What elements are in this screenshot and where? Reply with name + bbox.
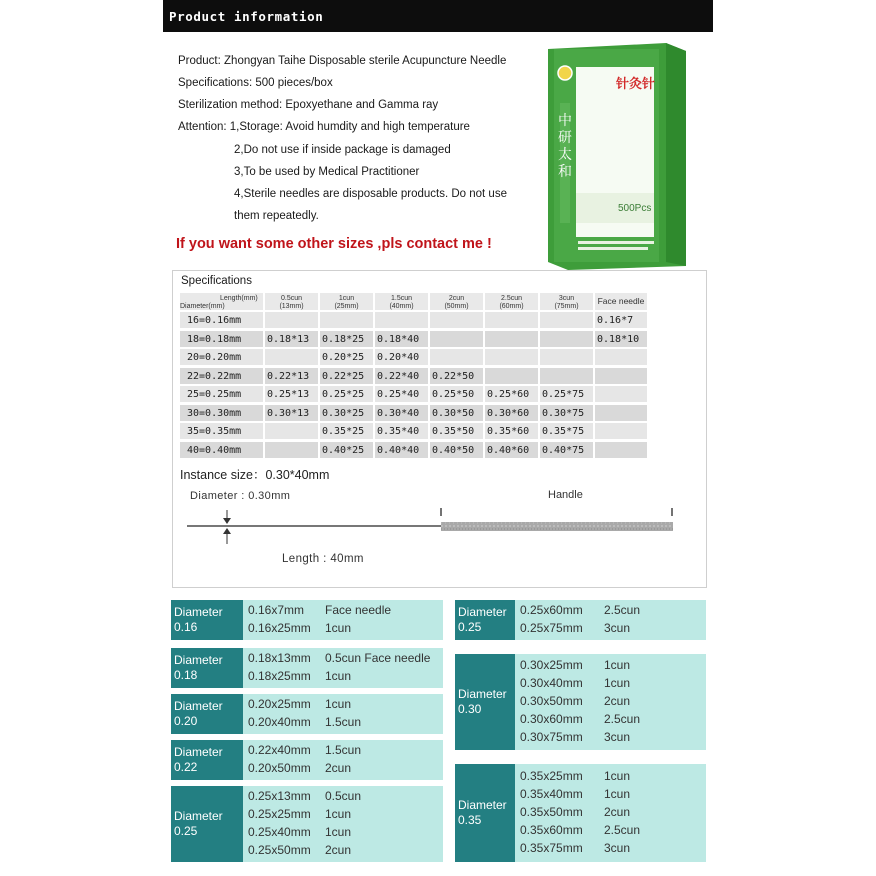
size-item bbox=[520, 621, 630, 635]
size-dimension: 0.16x7mm bbox=[248, 603, 305, 617]
column-header-bottom: (75mm) bbox=[554, 303, 579, 310]
product-package-image bbox=[548, 43, 688, 270]
diameter-box-title: Diameter bbox=[174, 699, 223, 713]
spec-cell bbox=[319, 311, 374, 329]
diameter-box-title: Diameter bbox=[458, 605, 507, 619]
size-item bbox=[248, 621, 351, 635]
diameter-box-value: 0.30 bbox=[458, 702, 482, 716]
size-item bbox=[520, 694, 630, 708]
spec-cell bbox=[264, 422, 319, 440]
spec-cell bbox=[264, 311, 319, 329]
size-item bbox=[248, 715, 361, 729]
column-header bbox=[594, 292, 648, 311]
spec-cell bbox=[484, 311, 539, 329]
size-item bbox=[248, 697, 351, 711]
size-item bbox=[520, 823, 640, 837]
size-cun: 3cun bbox=[604, 621, 631, 635]
size-dimension: 0.30x50mm bbox=[520, 694, 583, 708]
specifications-line: Specifications: 500 pieces/box bbox=[178, 77, 333, 89]
spec-cell: 0.40*25 bbox=[319, 441, 374, 459]
diameter-box-title: Diameter bbox=[174, 653, 223, 667]
attention-line: Attention: 1,Storage: Avoid humdity and high temperature bbox=[178, 121, 470, 133]
size-dimension: 0.25x50mm bbox=[248, 843, 311, 857]
size-item bbox=[248, 789, 361, 803]
size-cun: 1cun bbox=[325, 669, 352, 683]
diameter-cell: 22=0.22mm bbox=[179, 367, 264, 385]
product-line: Product: Zhongyan Taihe Disposable sterile Acupuncture Needle bbox=[178, 55, 507, 67]
spec-cell bbox=[594, 385, 648, 403]
contact-notice: If you want some other sizes ,pls contact me ! bbox=[176, 236, 492, 252]
column-header bbox=[319, 292, 374, 311]
spec-cell bbox=[264, 348, 319, 366]
spec-cell: 0.18*10 bbox=[594, 330, 648, 348]
column-header-top: 2cun bbox=[448, 295, 465, 302]
spec-cell: 0.25*40 bbox=[374, 385, 429, 403]
spec-cell: 0.30*75 bbox=[539, 404, 594, 422]
size-item bbox=[520, 730, 630, 744]
size-cun: 1cun bbox=[604, 658, 631, 672]
diameter-box-value: 0.22 bbox=[174, 760, 198, 774]
spec-cell: 0.20*40 bbox=[374, 348, 429, 366]
spec-cell: 0.20*25 bbox=[319, 348, 374, 366]
diameter-box-label bbox=[171, 740, 243, 780]
attention-line-3: 3,To be used by Medical Practitioner bbox=[234, 166, 420, 178]
header-title: Product information bbox=[169, 9, 324, 24]
column-header-top: 2.5cun bbox=[500, 295, 523, 302]
size-cun: 2cun bbox=[325, 843, 352, 857]
size-dimension: 0.18x13mm bbox=[248, 651, 311, 665]
diameter-cell: 16=0.16mm bbox=[179, 311, 264, 329]
column-header bbox=[374, 292, 429, 311]
size-dimension: 0.35x25mm bbox=[520, 769, 583, 783]
size-cun: 1cun bbox=[604, 787, 631, 801]
size-dimension: 0.30x40mm bbox=[520, 676, 583, 690]
spec-cell: 0.22*13 bbox=[264, 367, 319, 385]
diameter-size-box bbox=[171, 740, 443, 780]
column-header-bottom: (50mm) bbox=[444, 303, 469, 310]
diameter-box-items bbox=[243, 740, 443, 780]
size-cun: 1.5cun bbox=[325, 743, 362, 757]
diameter-box-title: Diameter bbox=[458, 687, 507, 701]
diameter-box-value: 0.20 bbox=[174, 714, 198, 728]
spec-cell bbox=[539, 330, 594, 348]
attention-line-4: 4,Sterile needles are disposable products. Do not use bbox=[234, 188, 507, 200]
diameter-box-value: 0.25 bbox=[458, 620, 482, 634]
size-dimension: 0.25x75mm bbox=[520, 621, 583, 635]
size-cun: 2cun bbox=[325, 761, 352, 775]
size-dimension: 0.25x60mm bbox=[520, 603, 583, 617]
package-name: 针灸针 bbox=[616, 77, 656, 92]
column-header-top: 3cun bbox=[558, 295, 575, 302]
diameter-size-box bbox=[455, 654, 706, 750]
diameter-cell: 35=0.35mm bbox=[179, 422, 264, 440]
handle-label: Handle bbox=[548, 489, 583, 501]
diameter-size-box bbox=[171, 694, 443, 734]
size-item bbox=[248, 761, 351, 775]
attention-line-4b: them repeatedly. bbox=[234, 210, 319, 222]
column-header bbox=[264, 292, 319, 311]
corner-length-label: Length(mm) bbox=[220, 295, 258, 302]
size-cun: Face needle bbox=[325, 603, 392, 617]
diameter-size-box bbox=[171, 648, 443, 688]
size-cun: 2cun bbox=[604, 694, 631, 708]
spec-cell: 0.30*50 bbox=[429, 404, 484, 422]
instance-size-title: Instance size：0.30*40mm bbox=[180, 468, 330, 482]
diameter-cell: 25=0.25mm bbox=[179, 385, 264, 403]
column-header-bottom: (40mm) bbox=[389, 303, 414, 310]
diameter-cell: 20=0.20mm bbox=[179, 348, 264, 366]
size-cun: 0.5cun Face needle bbox=[325, 651, 431, 665]
spec-cell: 0.22*40 bbox=[374, 367, 429, 385]
diameter-size-box bbox=[455, 764, 706, 862]
size-cun: 3cun bbox=[604, 841, 631, 855]
diameter-box-items bbox=[243, 694, 443, 734]
size-item bbox=[520, 712, 640, 726]
spec-cell: 0.35*25 bbox=[319, 422, 374, 440]
size-cun: 1cun bbox=[325, 697, 352, 711]
size-item bbox=[520, 841, 630, 855]
spec-cell: 0.40*50 bbox=[429, 441, 484, 459]
size-cun: 3cun bbox=[604, 730, 631, 744]
spec-cell bbox=[484, 348, 539, 366]
diameter-box-value: 0.35 bbox=[458, 813, 482, 827]
size-dimension: 0.20x25mm bbox=[248, 697, 311, 711]
diameter-box-label bbox=[171, 786, 243, 862]
spec-cell bbox=[594, 404, 648, 422]
diameter-box-title: Diameter bbox=[174, 745, 223, 759]
spec-cell bbox=[429, 330, 484, 348]
diameter-box-items bbox=[243, 786, 443, 862]
size-cun: 1cun bbox=[325, 621, 352, 635]
size-item bbox=[520, 805, 630, 819]
size-item bbox=[248, 603, 391, 617]
needle-diagram bbox=[183, 500, 683, 552]
size-item bbox=[520, 676, 630, 690]
spec-cell: 0.35*50 bbox=[429, 422, 484, 440]
column-header-top: 1cun bbox=[338, 295, 355, 302]
size-dimension: 0.16x25mm bbox=[248, 621, 311, 635]
corner-header-cell bbox=[179, 292, 264, 311]
diameter-box-items bbox=[515, 600, 706, 640]
spec-cell bbox=[484, 330, 539, 348]
spec-cell bbox=[539, 367, 594, 385]
size-item bbox=[248, 651, 430, 665]
spec-cell bbox=[374, 311, 429, 329]
length-label: Length : 40mm bbox=[282, 553, 364, 565]
size-cun: 0.5cun bbox=[325, 789, 362, 803]
spec-cell: 0.30*60 bbox=[484, 404, 539, 422]
package-count: 500Pcs bbox=[618, 203, 652, 214]
spec-cell: 0.35*40 bbox=[374, 422, 429, 440]
header-bar bbox=[163, 0, 713, 32]
corner-diameter-label: Diameter(mm) bbox=[180, 303, 225, 310]
spec-cell bbox=[429, 311, 484, 329]
size-cun: 2.5cun bbox=[604, 603, 641, 617]
spec-cell bbox=[594, 348, 648, 366]
size-dimension: 0.20x50mm bbox=[248, 761, 311, 775]
column-header bbox=[429, 292, 484, 311]
diameter-box-items bbox=[243, 648, 443, 688]
size-dimension: 0.30x60mm bbox=[520, 712, 583, 726]
diameter-box-title: Diameter bbox=[458, 798, 507, 812]
size-dimension: 0.35x75mm bbox=[520, 841, 583, 855]
size-cun: 2.5cun bbox=[604, 823, 641, 837]
spec-cell: 0.25*75 bbox=[539, 385, 594, 403]
size-dimension: 0.30x25mm bbox=[520, 658, 583, 672]
spec-cell: 0.25*13 bbox=[264, 385, 319, 403]
column-header-top: Face needle bbox=[597, 296, 645, 306]
size-item bbox=[248, 743, 361, 757]
spec-cell: 0.25*60 bbox=[484, 385, 539, 403]
spec-cell: 0.22*25 bbox=[319, 367, 374, 385]
size-dimension: 0.25x13mm bbox=[248, 789, 311, 803]
size-dimension: 0.35x40mm bbox=[520, 787, 583, 801]
spec-cell: 0.25*50 bbox=[429, 385, 484, 403]
size-dimension: 0.22x40mm bbox=[248, 743, 311, 757]
diameter-box-value: 0.18 bbox=[174, 668, 198, 682]
spec-cell bbox=[594, 367, 648, 385]
size-dimension: 0.30x75mm bbox=[520, 730, 583, 744]
sterilization-line: Sterilization method: Epoxyethane and Gamma ray bbox=[178, 99, 439, 111]
spec-cell: 0.18*25 bbox=[319, 330, 374, 348]
size-item bbox=[520, 769, 630, 783]
diameter-box-label bbox=[171, 694, 243, 734]
spec-cell: 0.40*60 bbox=[484, 441, 539, 459]
size-dimension: 0.35x50mm bbox=[520, 805, 583, 819]
diameter-cell: 18=0.18mm bbox=[179, 330, 264, 348]
diameter-label: Diameter : 0.30mm bbox=[190, 490, 291, 502]
spec-cell bbox=[429, 348, 484, 366]
brand-vertical-text: 中研太和 bbox=[558, 113, 572, 180]
size-dimension: 0.25x25mm bbox=[248, 807, 311, 821]
diameter-box-title: Diameter bbox=[174, 605, 223, 619]
diameter-box-items bbox=[515, 764, 706, 862]
diameter-cell: 30=0.30mm bbox=[179, 404, 264, 422]
size-item bbox=[520, 603, 640, 617]
size-cun: 1cun bbox=[604, 769, 631, 783]
size-cun: 1.5cun bbox=[325, 715, 362, 729]
size-item bbox=[248, 843, 351, 857]
diameter-box-label bbox=[455, 764, 515, 862]
size-cun: 1cun bbox=[604, 676, 631, 690]
spec-cell: 0.16*7 bbox=[594, 311, 648, 329]
spec-table-title: Specifications bbox=[181, 275, 252, 287]
diameter-box-title: Diameter bbox=[174, 809, 223, 823]
diameter-size-box bbox=[455, 600, 706, 640]
size-item bbox=[520, 658, 630, 672]
spec-cell: 0.18*13 bbox=[264, 330, 319, 348]
size-item bbox=[248, 669, 351, 683]
column-header-top: 0.5cun bbox=[280, 295, 303, 302]
column-header-top: 1.5cun bbox=[390, 295, 413, 302]
diameter-size-box bbox=[171, 786, 443, 862]
size-cun: 1cun bbox=[325, 825, 352, 839]
diameter-box-value: 0.25 bbox=[174, 824, 198, 838]
diameter-box-label bbox=[455, 654, 515, 750]
size-item bbox=[248, 807, 351, 821]
diameter-cell: 40=0.40mm bbox=[179, 441, 264, 459]
column-header-bottom: (25mm) bbox=[334, 303, 359, 310]
spec-cell: 0.25*25 bbox=[319, 385, 374, 403]
spec-cell: 0.22*50 bbox=[429, 367, 484, 385]
spec-cell: 0.30*13 bbox=[264, 404, 319, 422]
diameter-box-label bbox=[171, 600, 243, 640]
diameter-box-label bbox=[171, 648, 243, 688]
spec-cell bbox=[594, 422, 648, 440]
spec-cell bbox=[539, 348, 594, 366]
spec-cell: 0.30*40 bbox=[374, 404, 429, 422]
spec-cell: 0.40*75 bbox=[539, 441, 594, 459]
size-cun: 1cun bbox=[325, 807, 352, 821]
size-item bbox=[520, 787, 630, 801]
size-cun: 2cun bbox=[604, 805, 631, 819]
diameter-box-items bbox=[515, 654, 706, 750]
spec-cell: 0.35*75 bbox=[539, 422, 594, 440]
column-header bbox=[539, 292, 594, 311]
size-dimension: 0.18x25mm bbox=[248, 669, 311, 683]
spec-cell: 0.18*40 bbox=[374, 330, 429, 348]
size-dimension: 0.20x40mm bbox=[248, 715, 311, 729]
spec-cell bbox=[594, 441, 648, 459]
size-dimension: 0.35x60mm bbox=[520, 823, 583, 837]
spec-cell bbox=[264, 441, 319, 459]
size-item bbox=[248, 825, 351, 839]
size-dimension: 0.25x40mm bbox=[248, 825, 311, 839]
diameter-box-items bbox=[243, 600, 443, 640]
column-header bbox=[484, 292, 539, 311]
diameter-size-box bbox=[171, 600, 443, 640]
spec-cell: 0.30*25 bbox=[319, 404, 374, 422]
spec-cell bbox=[484, 367, 539, 385]
column-header-bottom: (13mm) bbox=[279, 303, 304, 310]
spec-cell bbox=[539, 311, 594, 329]
spec-cell: 0.35*60 bbox=[484, 422, 539, 440]
size-cun: 2.5cun bbox=[604, 712, 641, 726]
diameter-box-label bbox=[455, 600, 515, 640]
diameter-box-value: 0.16 bbox=[174, 620, 198, 634]
spec-cell: 0.40*40 bbox=[374, 441, 429, 459]
column-header-bottom: (60mm) bbox=[499, 303, 524, 310]
attention-line-2: 2,Do not use if inside package is damaged bbox=[234, 144, 451, 156]
